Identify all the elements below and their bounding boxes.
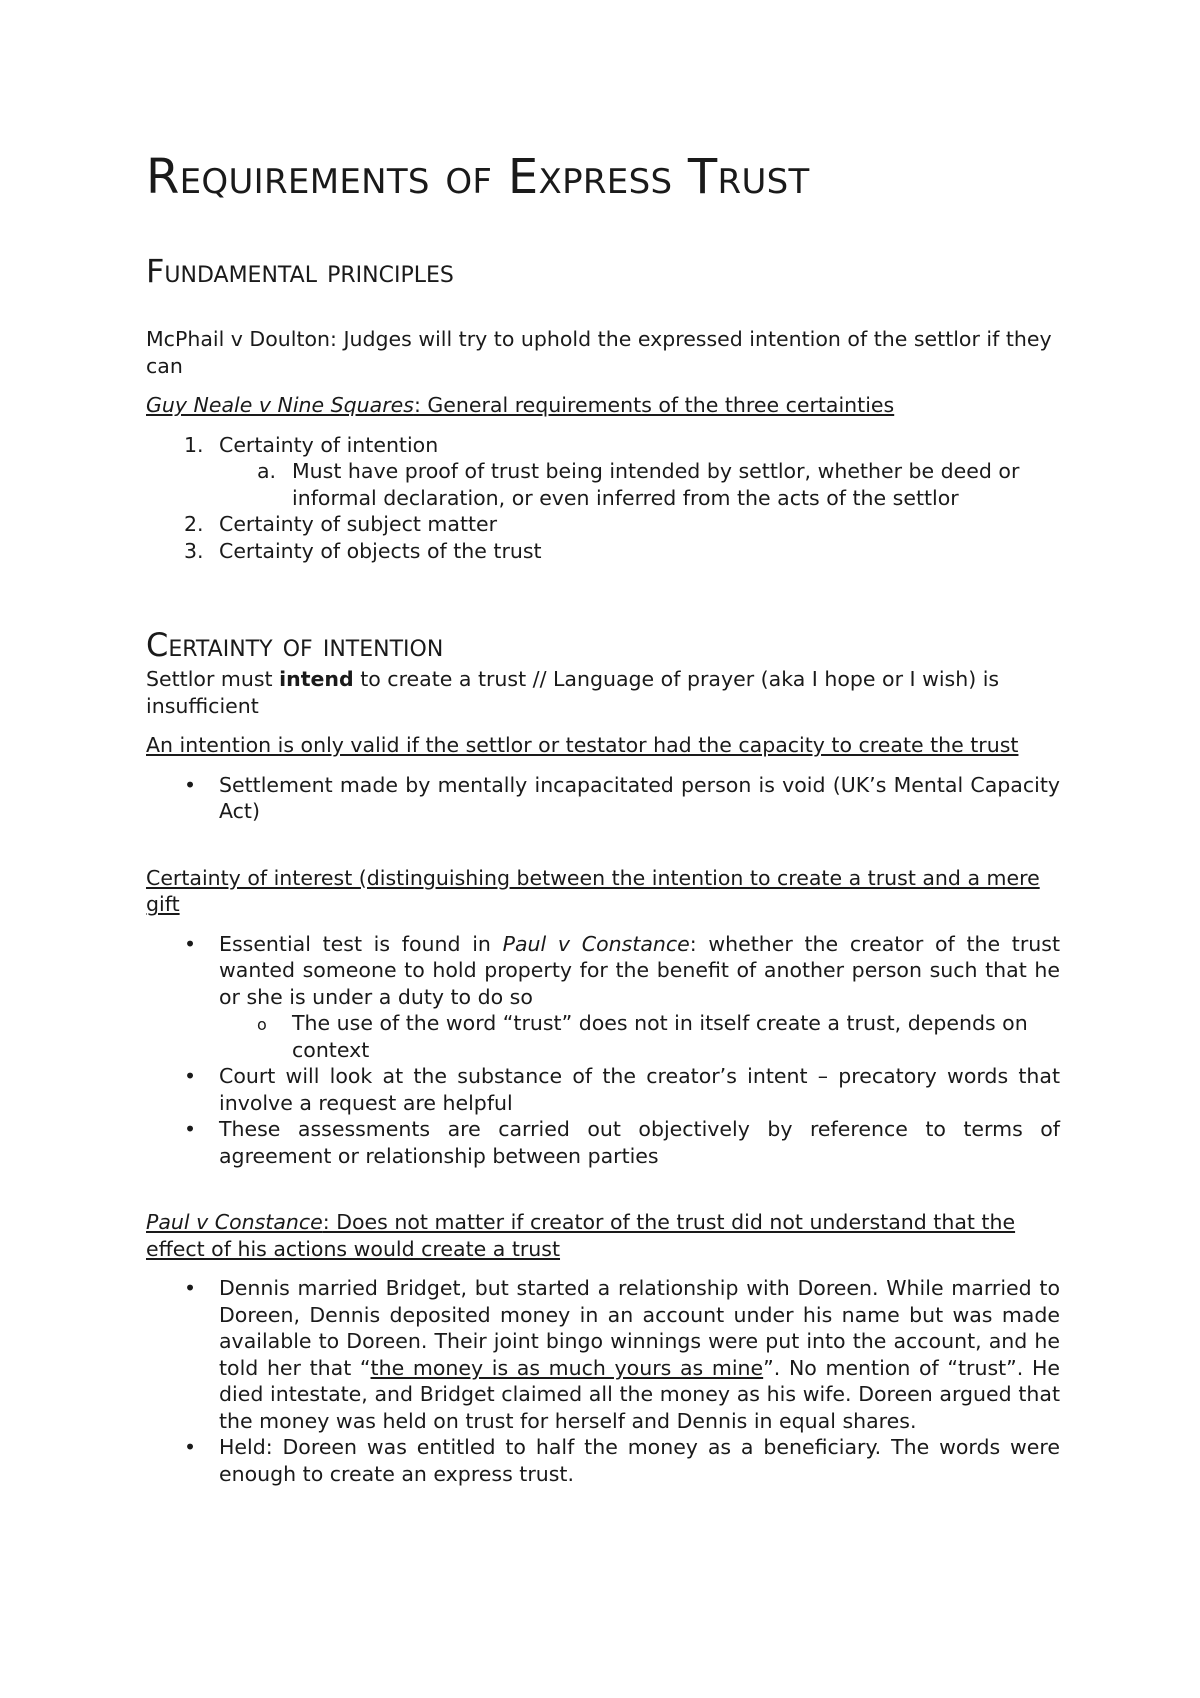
list-item [146, 432, 1060, 459]
intention-intro-paragraph [146, 666, 1060, 719]
paul-v-constance-case-name: Paul v Constance [502, 931, 690, 956]
paul-v-constance-case-name: Paul v Constance [146, 1210, 323, 1234]
list-item-text: Certainty of subject matter [219, 512, 498, 536]
list-item-text: Held: Doreen was entitled to half the money as a beneficiary. The words were enough to create an express trust. [219, 1435, 1060, 1486]
section-heading-certainty-of-intention: Certainty of intention [146, 626, 444, 664]
bullet-marker: • [184, 1064, 197, 1088]
guy-neale-case-name: Guy Neale v Nine Squares [146, 393, 414, 417]
sub-list [146, 458, 1060, 511]
guy-neale-text: : General requirements of the three certainties [413, 393, 895, 417]
capacity-heading: An intention is only valid if the settlor or testator had the capacity to create the trust [146, 733, 1019, 757]
list-number: 1. [184, 432, 204, 457]
bullet-marker: • [184, 1276, 197, 1300]
bullet-text-end: ”. No mention of “trust”. He died intestate, and Bridget claimed all the money as his wife. Doreen argued that the money was held on trust for herself and Dennis in equal shares. [219, 1355, 1061, 1433]
capacity-bullet-list [146, 772, 1060, 825]
list-item [146, 1275, 1060, 1434]
list-item-text: Court will look at the substance of the creator’s intent – precatory words that involve a request are helpful [219, 1064, 1060, 1115]
paul-heading-text: : Does not matter if creator of the trust did not understand that the effect of his actions would create a trust [146, 1210, 1016, 1261]
three-certainties-list [146, 432, 1060, 459]
list-item-text: Certainty of objects of the trust [219, 538, 542, 563]
sub-bullet-marker: o [257, 1015, 267, 1034]
list-number: 3. [184, 538, 204, 563]
list-item [146, 1116, 1060, 1169]
mcphail-paragraph: McPhail v Doulton: Judges will try to uphold the expressed intention of the settlor if they can [146, 327, 1052, 378]
list-item-text: These assessments are carried out objectively by reference to terms of agreement or relationship between parties [219, 1117, 1060, 1168]
three-certainties-list-continued [146, 511, 1060, 564]
list-item-text: Settlement made by mentally incapacitated person is void (UK’s Mental Capacity Act) [219, 772, 1060, 823]
intro-text-end: to create a trust // Language of prayer (aka I hope or I wish) is insufficient [146, 667, 1000, 718]
sub-list-item-text: Must have proof of trust being intended by settlor, whether be deed or informal declaration, or even inferred from the acts of the settlor [292, 459, 1020, 510]
sub-list-item [219, 458, 1060, 511]
sub-list-item-text: The use of the word “trust” does not in itself create a trust, depends on context [292, 1011, 1028, 1062]
sub-list-item [219, 1010, 1060, 1063]
list-number: 2. [184, 512, 204, 536]
list-item [146, 931, 1060, 1064]
list-item-text [219, 1276, 1060, 1433]
bullet-marker: • [184, 772, 197, 797]
guy-neale-paragraph [146, 392, 1060, 419]
section-heading-fundamental-principles: Fundamental principles [146, 252, 454, 290]
bullet-text-end: : whether the creator of the trust wanted someone to hold property for the benefit of another person such that he or she is under a duty to do so [219, 931, 1060, 1009]
list-item [146, 538, 1060, 565]
bullet-marker: • [184, 1435, 197, 1459]
interest-sub-list [146, 1010, 1060, 1063]
list-item [146, 772, 1060, 825]
list-item-text [219, 932, 1060, 1009]
paul-v-constance-heading [146, 1209, 1060, 1262]
bullet-marker: • [184, 1117, 197, 1141]
list-item [146, 511, 1060, 538]
paul-v-constance-bullet-list [146, 1275, 1060, 1487]
interest-bullet-list [146, 931, 1060, 1170]
bullet-text-start: Essential test is found in [219, 931, 503, 956]
list-item [146, 1434, 1060, 1487]
list-item-text: Certainty of intention [219, 432, 439, 457]
underlined-quote: the money is as much yours as mine [370, 1355, 764, 1380]
document-title: Requirements of Express Trust [146, 149, 810, 205]
bullet-marker: • [184, 931, 197, 956]
sub-list-letter: a. [257, 459, 277, 483]
certainty-of-interest-heading: Certainty of interest (distinguishing between the intention to create a trust and a mere gift [146, 865, 1040, 916]
bullet-text-start: Dennis married Bridget, but started a relationship with Doreen. While married to Doreen, Dennis deposited money in an account under his name but was made available to Doreen. Their joint bingo winnings were put into the account, and he told her that “ [219, 1276, 1060, 1380]
list-item [146, 1063, 1060, 1116]
intend-bold-word: intend [279, 667, 354, 691]
intro-text-start: Settlor must [146, 667, 280, 691]
